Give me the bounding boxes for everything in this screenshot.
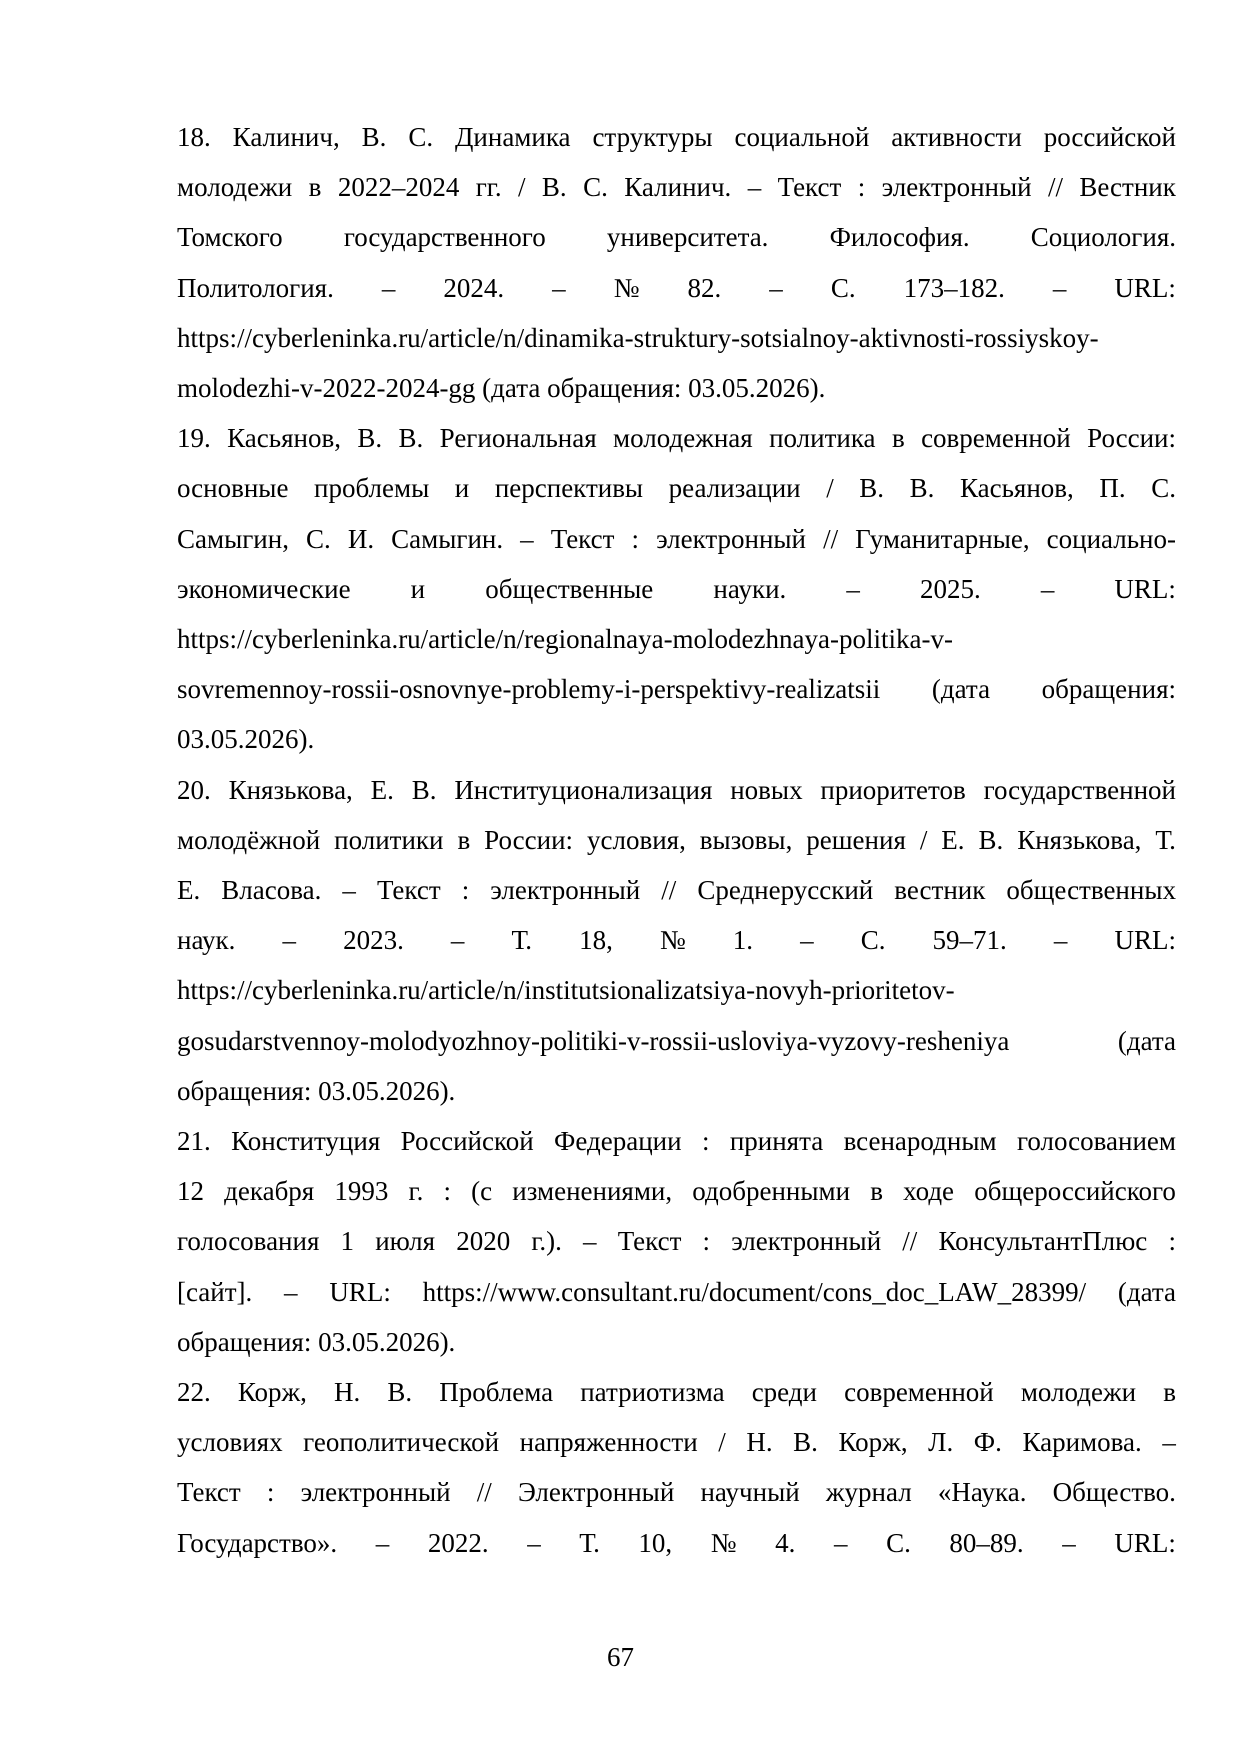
word: Калинич, — [232, 122, 340, 152]
word: : — [702, 1226, 711, 1257]
word: Т. — [579, 1527, 600, 1558]
word: среди — [751, 1377, 817, 1408]
word: – — [520, 523, 534, 554]
word: – — [583, 1226, 597, 1257]
entry-line — [177, 1016, 1176, 1066]
entry-line — [177, 463, 1176, 513]
word: Государство». — [177, 1527, 338, 1558]
word: В. — [541, 172, 567, 203]
word: 20. — [177, 774, 211, 805]
entry-line — [177, 664, 1176, 714]
entry-line: molodezhi-v-2022-2024-gg (дата обращения: 03.05.2026). — [177, 373, 826, 404]
word: основные — [177, 473, 289, 504]
entry-line — [177, 1166, 1176, 1216]
word: – — [282, 925, 297, 956]
entry-line — [177, 212, 1176, 262]
word: В. — [361, 122, 387, 152]
word: университета. — [606, 222, 769, 253]
word: – — [381, 272, 396, 303]
word: С. — [886, 1527, 911, 1558]
word: изменениями, — [512, 1176, 673, 1207]
word: 1. — [732, 925, 754, 956]
word: С. — [306, 523, 331, 554]
word: // — [902, 1226, 918, 1257]
word: В. — [398, 423, 424, 454]
entry-line — [177, 162, 1176, 212]
entry-line — [177, 112, 1176, 162]
word: Проблема — [439, 1377, 554, 1408]
word: 1 — [340, 1226, 355, 1257]
word: С. — [860, 925, 886, 956]
word: электронный — [656, 523, 806, 554]
word: 2023. — [343, 925, 404, 956]
word: Н. — [334, 1377, 361, 1408]
word: 2024. — [443, 272, 505, 303]
word: – — [450, 925, 465, 956]
word: и — [454, 473, 470, 504]
word: социально- — [1046, 523, 1176, 554]
word: // — [1047, 172, 1063, 203]
word: В. — [978, 824, 1004, 855]
word: Касьянов, — [227, 423, 341, 454]
entry-line — [177, 413, 1176, 463]
word: в — [891, 423, 905, 454]
bibliography-entry — [177, 1116, 1176, 1367]
word: принята — [729, 1126, 824, 1157]
word: Е. — [177, 875, 201, 906]
word: : — [701, 1126, 710, 1157]
word: Самыгин, — [177, 523, 289, 554]
word: г. — [408, 1176, 424, 1207]
word: Т. — [511, 925, 533, 956]
word: – — [769, 272, 783, 303]
word: – — [527, 1527, 541, 1558]
word: – — [375, 1527, 390, 1558]
word: – — [833, 1527, 848, 1558]
word: молодежи — [1020, 1377, 1137, 1408]
entry-line — [177, 1216, 1176, 1266]
word: в — [1163, 1377, 1176, 1408]
word: В. — [793, 1427, 818, 1458]
word: – — [284, 1276, 298, 1307]
word: условия, — [587, 824, 686, 855]
word: «Наука. — [937, 1477, 1027, 1508]
entry-line — [177, 1367, 1176, 1417]
word: Общество. — [1052, 1477, 1176, 1508]
word: [сайт]. — [177, 1276, 253, 1307]
word: Институционализация — [454, 774, 713, 805]
word: С. — [408, 122, 434, 152]
word: 2025. — [919, 573, 981, 604]
word: голосованием — [1016, 1126, 1176, 1157]
word: современной — [844, 1377, 994, 1408]
word: 12 — [177, 1176, 204, 1207]
entry-line — [177, 514, 1176, 564]
entry-line — [177, 765, 1176, 815]
entry-line — [177, 915, 1176, 965]
word: Корж, — [237, 1377, 307, 1408]
entry-line: обращения: 03.05.2026). — [177, 1326, 456, 1357]
word: : — [461, 875, 470, 906]
word: С. — [830, 272, 856, 303]
bibliography-entry — [177, 1367, 1176, 1568]
word: Социология. — [1030, 222, 1176, 253]
word: (с — [471, 1176, 493, 1207]
word: молодежи — [177, 172, 293, 203]
word: URL: — [1114, 925, 1176, 956]
word: // — [823, 523, 839, 554]
word: Текст — [376, 875, 441, 906]
word: Корж, — [838, 1427, 908, 1458]
word: Текст — [177, 1477, 241, 1508]
word: № — [659, 925, 686, 956]
word: : — [266, 1477, 275, 1508]
word: социальной — [734, 122, 870, 152]
word: В. — [411, 774, 437, 805]
word: КонсультантПлюс — [938, 1226, 1148, 1257]
word: российской — [1043, 122, 1176, 152]
word: напряженности — [519, 1427, 698, 1458]
word: URL: — [1114, 573, 1176, 604]
word: gosudarstvennoy-molodyozhnoy-politiki-v-rossii-usloviya-vyzovy-resheniya — [177, 1025, 1010, 1056]
entry-line — [177, 564, 1176, 614]
word: г.). — [531, 1226, 562, 1257]
entry-line — [177, 815, 1176, 865]
word: декабря — [224, 1176, 315, 1207]
entry-line: 03.05.2026). — [177, 724, 315, 755]
word: вестник — [894, 875, 986, 906]
word: молодёжной — [177, 824, 321, 855]
word: П. — [1099, 473, 1126, 504]
word: реализации — [668, 473, 801, 504]
word: : — [857, 172, 866, 203]
word: URL: — [1114, 272, 1176, 303]
word: Касьянов, — [959, 473, 1074, 504]
word: Конституция — [231, 1126, 381, 1157]
word: перспективы — [494, 473, 644, 504]
word: С. — [1151, 473, 1176, 504]
word: URL: — [329, 1276, 391, 1307]
entry-line — [177, 865, 1176, 915]
word: 80–89. — [949, 1527, 1024, 1558]
entry-line — [177, 1116, 1176, 1166]
word: Князькова, — [1017, 824, 1142, 855]
word: Текст — [777, 172, 842, 203]
word: одобренными — [692, 1176, 851, 1207]
word: электронный — [881, 172, 1032, 203]
word: государственной — [983, 774, 1176, 805]
word: экономические — [177, 573, 351, 604]
bibliography-entry — [177, 765, 1176, 1116]
word: в — [308, 172, 322, 203]
word: И. — [347, 523, 375, 554]
word: В. — [859, 473, 885, 504]
word: Федерации — [554, 1126, 682, 1157]
word: (дата — [1117, 1025, 1176, 1056]
word: Российской — [400, 1126, 534, 1157]
word: Региональная — [439, 423, 597, 454]
word: Ф. — [973, 1427, 1002, 1458]
word: Т. — [1155, 824, 1176, 855]
word: – — [342, 875, 356, 906]
word: // — [476, 1477, 492, 1508]
word: Князькова, — [228, 774, 353, 805]
bibliography-entry — [177, 112, 1176, 413]
bibliography-list — [177, 112, 1176, 1568]
word: 59–71. — [932, 925, 1007, 956]
word: и — [410, 573, 426, 604]
entry-line: https://cyberleninka.ru/article/n/institutsionalizatsiya-novyh-prioritetov- — [177, 975, 955, 1006]
word: Текст — [617, 1226, 682, 1257]
word: Среднерусский — [697, 875, 874, 906]
word: (дата — [1117, 1276, 1176, 1307]
word: электронный — [731, 1226, 882, 1257]
word: политики — [334, 824, 444, 855]
word: – — [1053, 925, 1068, 956]
word: / — [826, 473, 834, 504]
word: гг. — [475, 172, 502, 203]
word: 10, — [638, 1527, 673, 1558]
word: – — [800, 925, 814, 956]
word: С. — [583, 172, 608, 203]
word: ходе — [903, 1176, 955, 1207]
word: вызовы, — [699, 824, 793, 855]
word: приоритетов — [820, 774, 966, 805]
word: 2020 — [456, 1226, 511, 1257]
word: : — [1168, 1226, 1176, 1257]
word: 18. — [177, 122, 211, 152]
word: геополитической — [303, 1427, 500, 1458]
word: – — [1162, 1427, 1176, 1458]
word: (дата — [931, 674, 991, 705]
entry-line — [177, 1467, 1176, 1517]
word: России: — [484, 824, 574, 855]
word: всенародным — [843, 1126, 997, 1157]
word: № — [613, 272, 640, 303]
word: наук. — [177, 925, 236, 956]
word: Текст — [550, 523, 615, 554]
word: общественные — [485, 573, 654, 604]
word: обращения: — [1041, 674, 1176, 705]
word: Е. — [941, 824, 965, 855]
entry-line: https://cyberleninka.ru/article/n/regionalnaya-molodezhnaya-politika-v- — [177, 624, 953, 655]
word: активности — [891, 122, 1022, 152]
word: Вестник — [1079, 172, 1176, 203]
word: Власова. — [221, 875, 322, 906]
word: 1993 — [334, 1176, 389, 1207]
word: Каримова. — [1022, 1427, 1142, 1458]
word: России: — [1087, 423, 1176, 454]
word: в — [457, 824, 471, 855]
entry-line: https://cyberleninka.ru/article/n/dinamika-struktury-sotsialnoy-aktivnosti-rossiyskoy- — [177, 322, 1099, 353]
word: / — [718, 1427, 726, 1458]
word: – — [1040, 573, 1055, 604]
word: – — [846, 573, 860, 604]
word: / — [919, 824, 928, 855]
word: структуры — [592, 122, 713, 152]
entry-line — [177, 1417, 1176, 1467]
word: 4. — [775, 1527, 796, 1558]
word: в — [870, 1176, 883, 1207]
word: электронный — [300, 1477, 451, 1508]
word: В. — [909, 473, 935, 504]
word: политика — [769, 423, 876, 454]
word: 173–182. — [903, 272, 1005, 303]
word: Политология. — [177, 272, 334, 303]
word: sovremennoy-rossii-osnovnye-problemy-i-perspektivy-realizatsii — [177, 674, 881, 705]
word: журнал — [825, 1477, 912, 1508]
word: 2022–2024 — [337, 172, 460, 203]
word: патриотизма — [580, 1377, 725, 1408]
word: – — [552, 272, 566, 303]
word: 2022. — [427, 1527, 489, 1558]
entry-line: обращения: 03.05.2026). — [177, 1075, 456, 1106]
word: проблемы — [314, 473, 430, 504]
word: июля — [375, 1226, 436, 1257]
word: 21. — [177, 1126, 211, 1157]
word: Н. — [746, 1427, 773, 1458]
word: Самыгин. — [391, 523, 504, 554]
word: Философия. — [829, 222, 970, 253]
word: // — [661, 875, 677, 906]
word: : — [631, 523, 639, 554]
word: 82. — [687, 272, 722, 303]
word: молодежная — [613, 423, 753, 454]
word: 19. — [177, 423, 211, 454]
word: Л. — [928, 1427, 954, 1458]
word: В. — [357, 423, 383, 454]
word: / — [518, 172, 526, 203]
word: электронный — [490, 875, 641, 906]
word: общественных — [1006, 875, 1176, 906]
word: Калинич. — [624, 172, 732, 203]
word: Томского — [177, 222, 283, 253]
word: URL: — [1114, 1527, 1176, 1558]
word: голосования — [177, 1226, 320, 1257]
word: : — [443, 1176, 451, 1207]
word: № — [710, 1527, 737, 1558]
word: https://www.consultant.ru/document/cons_doc_LAW_28399/ — [422, 1276, 1087, 1307]
word: Электронный — [517, 1477, 675, 1508]
word: общероссийского — [974, 1176, 1176, 1207]
page-number: 67 — [607, 1642, 634, 1672]
word: В. — [387, 1377, 413, 1408]
word: научный — [700, 1477, 800, 1508]
word: Динамика — [455, 122, 571, 152]
word: 22. — [177, 1377, 211, 1408]
entry-line — [177, 263, 1176, 313]
word: – — [1052, 272, 1067, 303]
word: Гуманитарные, — [855, 523, 1030, 554]
word: решения — [806, 824, 906, 855]
word: новых — [730, 774, 803, 805]
word: – — [747, 172, 762, 203]
word: условиях — [177, 1427, 283, 1458]
entry-line — [177, 1267, 1176, 1317]
word: современной — [921, 423, 1071, 454]
word: – — [1062, 1527, 1076, 1558]
bibliography-entry — [177, 413, 1176, 764]
word: Е. — [370, 774, 394, 805]
word: 18, — [579, 925, 613, 956]
entry-line — [177, 1518, 1176, 1568]
word: государственного — [343, 222, 546, 253]
word: науки. — [713, 573, 787, 604]
